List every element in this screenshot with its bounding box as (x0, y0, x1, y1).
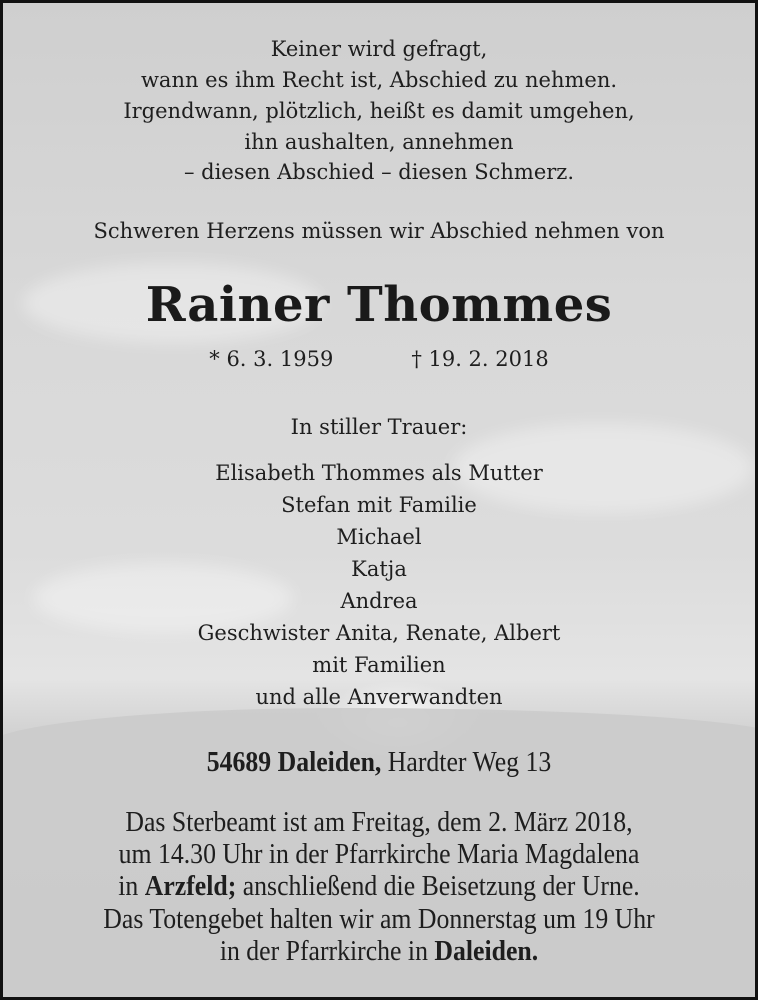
verse-line: Irgendwann, plötzlich, heißt es damit umgehen, (123, 99, 635, 123)
text: anschließend die Beisetzung der Urne. (236, 871, 640, 902)
birth-date: * 6. 3. 1959 (209, 347, 334, 371)
verse-line: ihn aushalten, annehmen (244, 130, 514, 154)
verse-line: – diesen Abschied – diesen Schmerz. (183, 160, 575, 184)
prayer-location: Daleiden. (434, 936, 539, 967)
address-street: Hardter Weg 13 (381, 747, 552, 778)
mourner: Elisabeth Thommes als Mutter (215, 461, 543, 485)
address-city: 54689 Daleiden, (206, 747, 382, 778)
mourner: Katja (351, 557, 407, 581)
text: in (118, 871, 145, 902)
mourner: Geschwister Anita, Renate, Albert (197, 621, 561, 645)
verse-line: Keiner wird gefragt, (270, 37, 488, 61)
deceased-name: Rainer Thommes (145, 277, 613, 333)
mourner: Andrea (340, 589, 418, 613)
prayer-line: Das Totengebet halten wir am Donnerstag um 19 Uhr (103, 904, 655, 935)
mourner: mit Familien (312, 653, 446, 677)
intro-text: Schweren Herzens müssen wir Abschied nehmen von (93, 219, 665, 243)
address (33, 747, 725, 779)
service-line: Das Sterbeamt ist am Freitag, dem 2. März 2018, (125, 807, 633, 838)
prayer-line (33, 936, 725, 968)
mourning-heading: In stiller Trauer: (290, 415, 468, 439)
service-line: um 14.30 Uhr in der Pfarrkirche Maria Magdalena (118, 839, 640, 870)
service-location: Arzfeld; (144, 871, 237, 902)
death-date: † 19. 2. 2018 (411, 347, 549, 371)
mourner: und alle Anverwandten (255, 685, 503, 709)
mourner: Michael (336, 525, 422, 549)
life-dates (3, 347, 755, 371)
mourner: Stefan mit Familie (281, 493, 477, 517)
verse-line: wann es ihm Recht ist, Abschied zu nehmen. (140, 68, 618, 92)
service-line (33, 871, 725, 903)
text: in der Pfarrkirche in (219, 936, 435, 967)
